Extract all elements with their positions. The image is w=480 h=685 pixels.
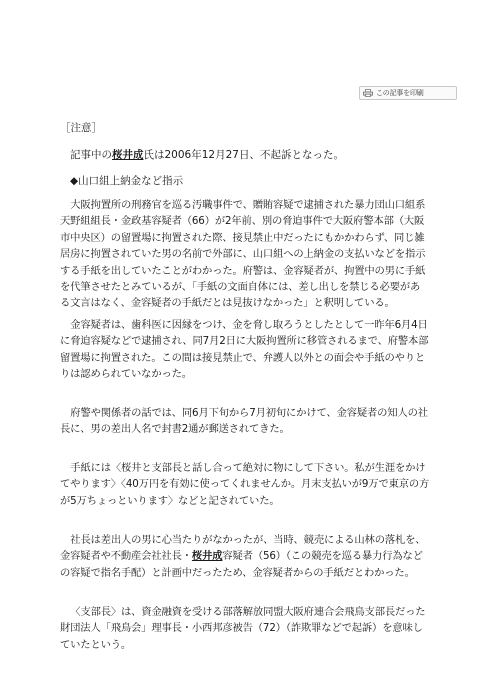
paragraph-6-text: 〈支部長〉は、資金融資を受ける部落解放同盟大阪府連合会飛鳥支部長だった財団法人「飛鳥会」理事長・小西邦彦被告（72）（詐欺罪などで起訴）を意味していたという。 — [60, 606, 426, 651]
paragraph-4 — [60, 460, 430, 509]
section-heading: ◆山口組上納金など指示 — [70, 175, 184, 187]
printer-icon — [363, 89, 373, 97]
note-text — [70, 147, 344, 162]
paragraph-1 — [60, 197, 430, 312]
paragraph-3 — [60, 405, 430, 438]
paragraph-5-text-before: 社長は差出人の男に心当たりがなかったが、当時、競売による山林の落札を、金容疑者や不動産会社社長・ — [60, 534, 426, 563]
paragraph-2 — [60, 317, 430, 383]
print-article-button[interactable] — [359, 86, 457, 100]
note-person-name: 桜井成 — [112, 149, 144, 161]
paragraph-5-person-name: 桜井成 — [191, 550, 223, 563]
paragraph-4-text: 手紙には〈桜井と支部長と話し合って絶対に物にして下さい。私が生涯をかけてやります〉〈40万円を有効に使ってくれませんか。月末支払いが9万で東京の方が5万ちょっといります〉などと記されていた。 — [60, 462, 430, 507]
paragraph-5 — [60, 532, 430, 581]
paragraph-5-text-after: 容疑者（56）（この競売を巡る暴力行為などの容疑で指名手配）と計画中だったため、金容疑者からの手紙だとわかった。 — [60, 550, 423, 579]
note-text-before: 記事中の — [70, 149, 112, 161]
note-text-after: 氏は2006年12月27日、不起訴となった。 — [143, 149, 344, 161]
paragraph-3-text: 府警や関係者の話では、同6月下旬から7月初旬にかけて、金容疑者の知人の社長に、男の差出人名で封書2通が郵送されてきた。 — [60, 407, 428, 436]
paragraph-6 — [60, 604, 430, 653]
paragraph-1-text: 大阪拘置所の刑務官を巡る汚職事件で、贈賄容疑で逮捕された暴力団山口組系天野組組長・金政基容疑者（66）が2年前、別の脅迫事件で大阪府警本部（大阪市中央区）の留置場に拘置された際、接見禁止中だったにもかかわらず、同じ雑居房に拘置されていた男の名前で外部に、山口組への上納金の支払いなどを指示する手紙を出していたことがわかった。府警は、金容疑者が、拘置中の男に手紙を代筆させたとみているが、「手紙の文面自体には、差し出しを禁じる必要がある文言はなく、金容疑者の手紙だとは見抜けなかった」と釈明している。 — [60, 199, 426, 310]
print-button-label: この記事を印刷 — [376, 89, 424, 97]
note-heading: ［注意］ — [60, 122, 102, 134]
paragraph-2-text: 金容疑者は、歯科医に因縁をつけ、金を脅し取ろうとしたとして一昨年6月4日に脅迫容疑などで逮捕され、同7月2日に大阪拘置所に移管されるまで、府警本部留置場に拘置された。この間は接見禁止で、弁護人以外との面会や手紙のやりとりは認められていなかった。 — [60, 319, 429, 381]
